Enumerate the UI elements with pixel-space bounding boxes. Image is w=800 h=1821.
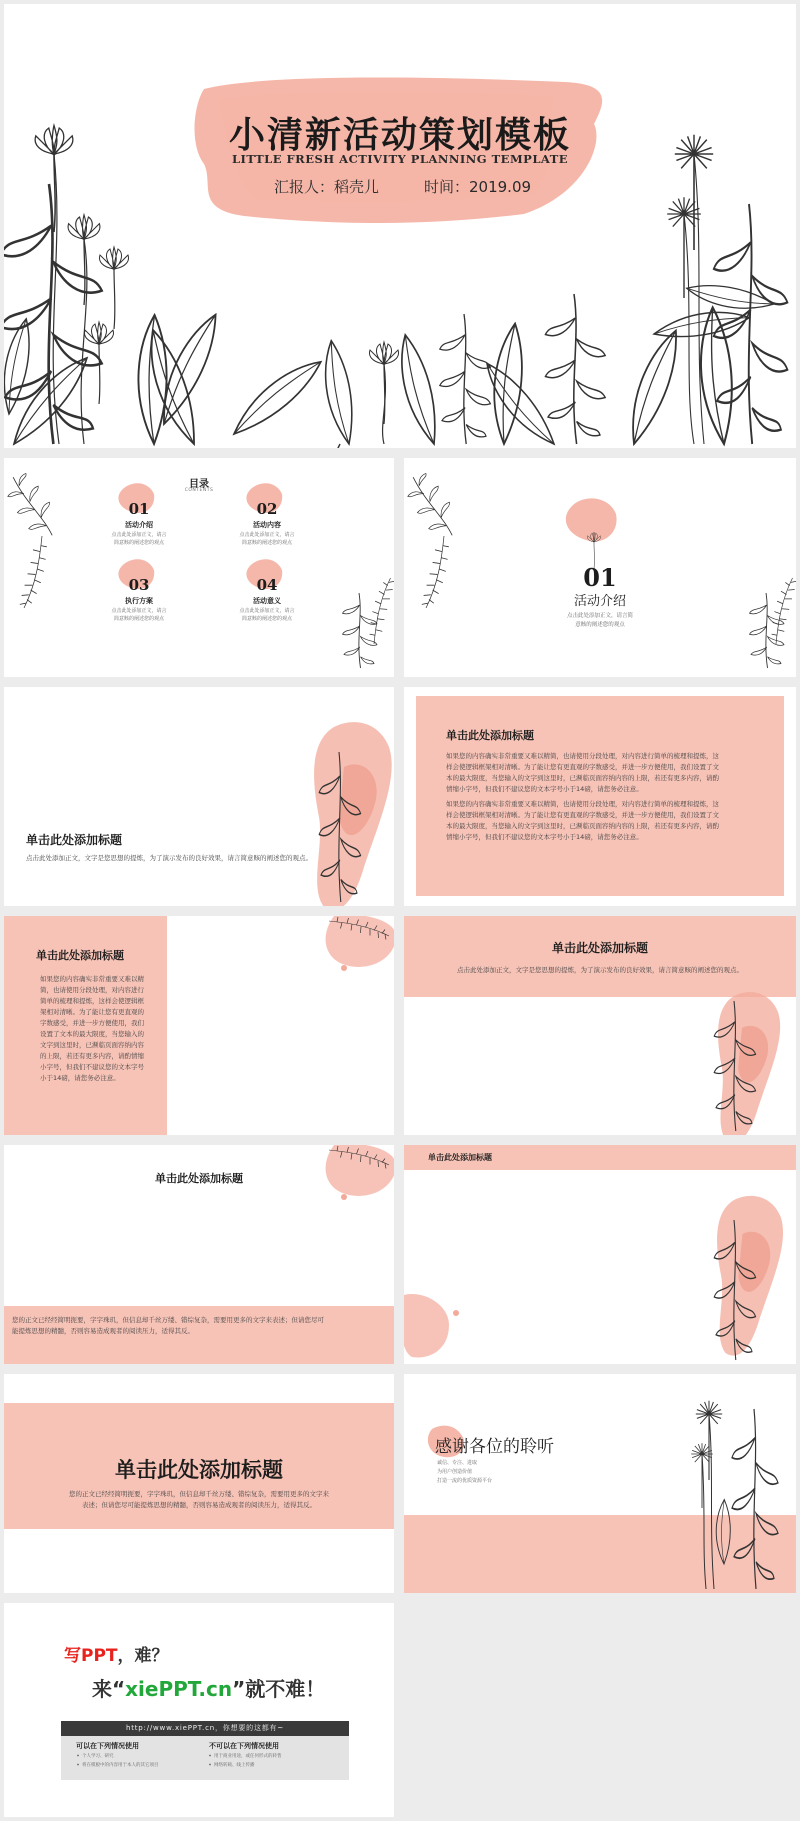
bullet-markers xyxy=(4,1603,394,1817)
section-desc: 点击此处添加正文，请言简 xyxy=(566,613,633,619)
content-slide-4[interactable] xyxy=(4,687,394,906)
contents-item-2[interactable] xyxy=(212,498,322,547)
slide-text-line: 您的正文已经经简明扼要，字字珠玑，但信息却千丝万缕、错综复杂，需要用更多的文字来表述；但请您尽可 xyxy=(12,1316,324,1324)
content-slide-10[interactable] xyxy=(4,1374,394,1593)
contents-item-number: 02 xyxy=(256,500,278,518)
thanks-slide[interactable] xyxy=(404,1374,796,1593)
ad-text: ”就不难！ xyxy=(232,1677,326,1701)
paragraph-line: 简，也请使用分段处理，对内容进行 xyxy=(40,986,144,994)
ad-text: 来“ xyxy=(92,1677,126,1701)
cover-title: 小清新活动策划模板 xyxy=(228,114,571,156)
contents-item-label: 活动意义 xyxy=(253,597,281,605)
ad-cannot-title: 不可以在下列情况使用 xyxy=(209,1742,279,1750)
content-panel xyxy=(416,696,784,896)
thanks-line: 打造一流的优质资源平台 xyxy=(437,1478,493,1484)
paragraph-1 xyxy=(446,751,766,795)
section-desc: 意赅的阐述您的观点 xyxy=(575,622,625,628)
contents-item-desc: 简意赅的阐述您的观点 xyxy=(113,540,164,546)
paragraph-line: 本的最大限度，当您输入的文字到这里时，已濒临页面容纳内容的上限，若还有更多内容，请酌 xyxy=(446,774,719,782)
section-number: 01 xyxy=(583,563,617,592)
ad-cannot-item: 用于商业用途，或任何形式的转售 xyxy=(214,1754,282,1759)
contents-item-number: 04 xyxy=(256,576,278,594)
contents-item-label: 活动内容 xyxy=(253,521,281,529)
watercolor-fern-decoration xyxy=(404,1145,796,1364)
thanks-line: 为用户创造价值 xyxy=(437,1469,473,1475)
contents-item-3[interactable] xyxy=(84,574,194,623)
paragraph-line: 字数感受，并进一步方便使用，我们 xyxy=(40,1019,144,1027)
thanks-title: 感谢各位的聆听 xyxy=(435,1437,554,1457)
paragraph-2 xyxy=(446,799,766,843)
content-slide-7[interactable] xyxy=(404,916,796,1135)
thanks-line: 诚信、专注、进取 xyxy=(437,1460,478,1466)
contents-item-desc: 点击此处添加正文，请言 xyxy=(111,532,167,538)
paragraph-line: 架相对清晰。为了能让您有更直观的 xyxy=(40,1008,144,1016)
slide-text: 点击此处添加正文，文字是您思想的提炼，为了演示发布的良好效果，请言简意赅的阐述您的观点。 xyxy=(457,966,743,974)
watercolor-fern-decoration xyxy=(4,687,394,906)
paragraph-line: 小字号，但我们不建议您的文本字号 xyxy=(40,1063,144,1071)
ad-can-item: 个人学习、研究 xyxy=(82,1754,114,1759)
paragraph-line: 的上限，若还有更多内容，请酌情缩 xyxy=(40,1052,144,1060)
paragraph-line: 样会使逻辑框架相对清晰。为了能让您有更直观的字数感受，并进一步方便使用，我们设置了文 xyxy=(446,811,719,819)
slide-title: 单击此处添加标题 xyxy=(26,833,123,847)
cover-slide[interactable] xyxy=(4,4,796,448)
ad-brand[interactable]: xiePPT.cn xyxy=(125,1677,233,1701)
cover-time: 时间：2019.09 xyxy=(424,178,532,196)
slide-text-line: 能提炼思想的精髓，否则容易造成观者的阅读压力，适得其反。 xyxy=(12,1327,194,1335)
contents-item-label: 执行方案 xyxy=(125,597,153,605)
paragraph-line: 如果您的内容确实非常重要又难以精简，也请使用分段处理，对内容进行简单的梳理和提炼，这 xyxy=(446,752,719,760)
content-slide-8[interactable] xyxy=(4,1145,394,1364)
contents-item-label: 活动介绍 xyxy=(125,521,153,529)
contents-item-desc: 简意赅的阐述您的观点 xyxy=(241,540,292,546)
ad-url-text[interactable]: http://www.xiePPT.cn，你想要的这都有~ xyxy=(125,1724,285,1732)
paragraph-line: 简单的梳理和提炼，这样会使逻辑框 xyxy=(40,997,144,1005)
slide-title: 单击此处添加标题 xyxy=(551,941,648,955)
paragraph-line: 样会使逻辑框架相对清晰。为了能让您有更直观的字数感受，并进一步方便使用，我们设置了文 xyxy=(446,763,719,771)
paragraph-line: 情缩小字号，但我们不建议您的文本字号小于14磅，请您务必注意。 xyxy=(446,785,643,793)
ad-can-item: 将在模板中的内容用于本人的其它项目 xyxy=(82,1763,159,1768)
contents-item-number: 03 xyxy=(128,576,150,594)
cover-subtitle: LITTLE FRESH ACTIVITY PLANNING TEMPLATE xyxy=(231,152,569,166)
contents-item-desc: 点击此处添加正文，请言 xyxy=(239,608,295,614)
contents-item-1[interactable] xyxy=(84,498,194,547)
contents-item-desc: 点击此处添加正文，请言 xyxy=(111,608,167,614)
slide-text: 点击此处添加正文，文字是您思想的提炼，为了演示发布的良好效果，请言简意赅的阐述您的观点。 xyxy=(26,854,312,862)
ad-text: ，难？ xyxy=(117,1646,169,1666)
content-slide-5[interactable] xyxy=(404,687,796,906)
contents-item-desc: 简意赅的阐述您的观点 xyxy=(241,616,292,622)
cover-reporter: 汇报人：稻壳儿 xyxy=(274,178,380,196)
paragraph-line: 小于14磅，请您务必注意。 xyxy=(40,1074,120,1082)
contents-item-number: 01 xyxy=(128,500,150,518)
contents-item-desc: 点击此处添加正文，请言 xyxy=(239,532,295,538)
paragraph-line: 本的最大限度，当您输入的文字到这里时，已濒临页面容纳内容的上限，若还有更多内容，请酌 xyxy=(446,822,719,830)
contents-subtitle: CONTENTS xyxy=(184,488,214,493)
paragraph-line: 如果您的内容确实非常重要又难以精 xyxy=(40,975,144,983)
slide-title: 单击此处添加标题 xyxy=(155,1172,243,1185)
slide-text-line: 您的正文已经经简明扼要，字字珠玑，但信息却千丝万缕、错综复杂，需要用更多的文字来 xyxy=(69,1490,329,1498)
ad-slide[interactable] xyxy=(4,1603,394,1817)
section-title: 活动介绍 xyxy=(573,594,626,609)
slide-title: 单击此处添加标题 xyxy=(428,1153,492,1162)
section-slide[interactable] xyxy=(404,458,796,677)
botanical-illustration xyxy=(4,4,796,448)
paragraph-line: 设置了文本的最大限度，当您输入的 xyxy=(40,1030,144,1038)
paragraph-line: 情缩小字号，但我们不建议您的文本字号小于14磅，请您务必注意。 xyxy=(446,833,643,841)
ad-can-title: 可以在下列情况使用 xyxy=(76,1742,139,1750)
ad-cannot-item: 网络转载、线上传播 xyxy=(214,1763,255,1768)
paragraph-line: 如果您的内容确实非常重要又难以精简，也请使用分段处理，对内容进行简单的梳理和提炼，这 xyxy=(446,800,719,808)
slide-title: 单击此处添加标题 xyxy=(115,1458,283,1482)
contents-title: 目录 xyxy=(189,479,209,490)
slide-title: 单击此处添加标题 xyxy=(36,949,124,962)
ad-highlight: 写PPT xyxy=(64,1646,118,1666)
contents-item-desc: 简意赅的阐述您的观点 xyxy=(113,616,164,622)
slide-text-line: 表述；但请您尽可能提炼思想的精髓，否则容易造成观者的阅读压力，适得其反。 xyxy=(82,1501,316,1509)
paragraph-line: 文字到这里时，已濒临页面容纳内容 xyxy=(40,1041,144,1049)
slide-paragraph xyxy=(40,974,165,1084)
content-slide-9[interactable] xyxy=(404,1145,796,1364)
contents-slide[interactable] xyxy=(4,458,394,677)
contents-item-4[interactable] xyxy=(212,574,322,623)
content-slide-6[interactable] xyxy=(4,916,394,1135)
slide-title: 单击此处添加标题 xyxy=(446,729,534,742)
